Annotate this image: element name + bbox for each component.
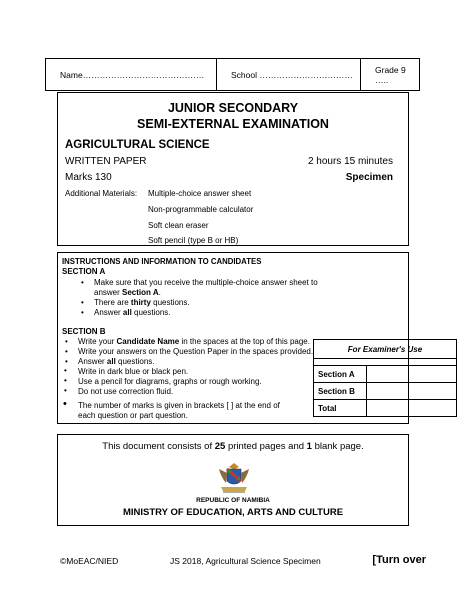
- examiner-table-heading: For Examiner's Use: [314, 340, 457, 359]
- table-row-label: Section A: [314, 366, 367, 383]
- instructions-heading: INSTRUCTIONS AND INFORMATION TO CANDIDATES: [62, 257, 262, 266]
- paper-name: WRITTEN PAPER: [65, 156, 147, 167]
- materials-label: Additional Materials:: [65, 189, 138, 198]
- candidate-info-box: [45, 58, 420, 91]
- instructions-box: [57, 252, 423, 424]
- page-count-text: This document consists of 25 printed pages and 1 blank page.: [102, 441, 364, 452]
- subject-title: AGRICULTURAL SCIENCE: [65, 139, 210, 151]
- material-item: Soft pencil (type B or HB): [148, 236, 239, 245]
- grade-field: Grade 9 …..: [375, 64, 406, 85]
- school-field: School ……………………………: [217, 59, 361, 90]
- turn-over-label: [Turn over: [372, 554, 426, 566]
- mark-cell: [367, 400, 457, 417]
- mark-cell: [367, 383, 457, 400]
- mark-cell: [367, 366, 457, 383]
- list-item: • Answer all questions.: [65, 357, 155, 366]
- bullet-icon: •: [64, 386, 67, 395]
- name-field: Name…………………………………….: [46, 59, 217, 90]
- ministry-label: MINISTRY OF EDUCATION, ARTS AND CULTURE: [122, 507, 344, 518]
- list-item: • Answer all questions.: [81, 308, 171, 317]
- list-item: Write in dark blue or black pen.: [78, 367, 189, 376]
- copyright-text: ©MoEAC/NIED: [60, 556, 119, 566]
- list-item: • Write your answers on the Question Paper in the spaces provided.: [65, 347, 314, 356]
- bullet-icon: •: [64, 366, 67, 375]
- table-row-label: Section B: [314, 383, 367, 400]
- material-item: Non-programmable calculator: [148, 205, 254, 214]
- list-item: • Write your Candidate Name in the spaces at the top of this page.: [65, 337, 310, 346]
- duration: 2 hours 15 minutes: [307, 156, 393, 167]
- exam-level-title: JUNIOR SECONDARY: [167, 101, 299, 115]
- section-b-heading: SECTION B: [62, 327, 106, 336]
- material-item: Soft clean eraser: [148, 221, 209, 230]
- exam-title-box: [57, 92, 409, 246]
- list-item: • There are thirty questions.: [81, 298, 190, 307]
- examiner-use-table: [313, 339, 457, 417]
- republic-label: REPUBLIC OF NAMIBIA: [196, 497, 270, 504]
- document-info-box: [57, 434, 409, 526]
- table-row-label: Total: [314, 400, 367, 417]
- section-a-heading: SECTION A: [62, 267, 106, 276]
- list-item: Do not use correction fluid.: [78, 387, 174, 396]
- bullet-icon: •: [64, 376, 67, 385]
- specimen-label: Specimen: [345, 172, 393, 183]
- list-item: • Make sure that you receive the multiple-choice answer sheet to answer Section A.: [81, 278, 318, 297]
- namibia-coat-of-arms-icon: [215, 459, 253, 495]
- marks-total: Marks 130: [65, 172, 112, 183]
- bullet-icon: •: [63, 398, 67, 410]
- exam-type-title: SEMI-EXTERNAL EXAMINATION: [137, 117, 329, 131]
- document-reference: JS 2018, Agricultural Science Specimen: [170, 556, 321, 566]
- list-item: Use a pencil for diagrams, graphs or rough working.: [78, 377, 262, 386]
- list-item: The number of marks is given in brackets [ ] at the end of each question or part question.: [78, 401, 280, 420]
- material-item: Multiple-choice answer sheet: [148, 189, 252, 198]
